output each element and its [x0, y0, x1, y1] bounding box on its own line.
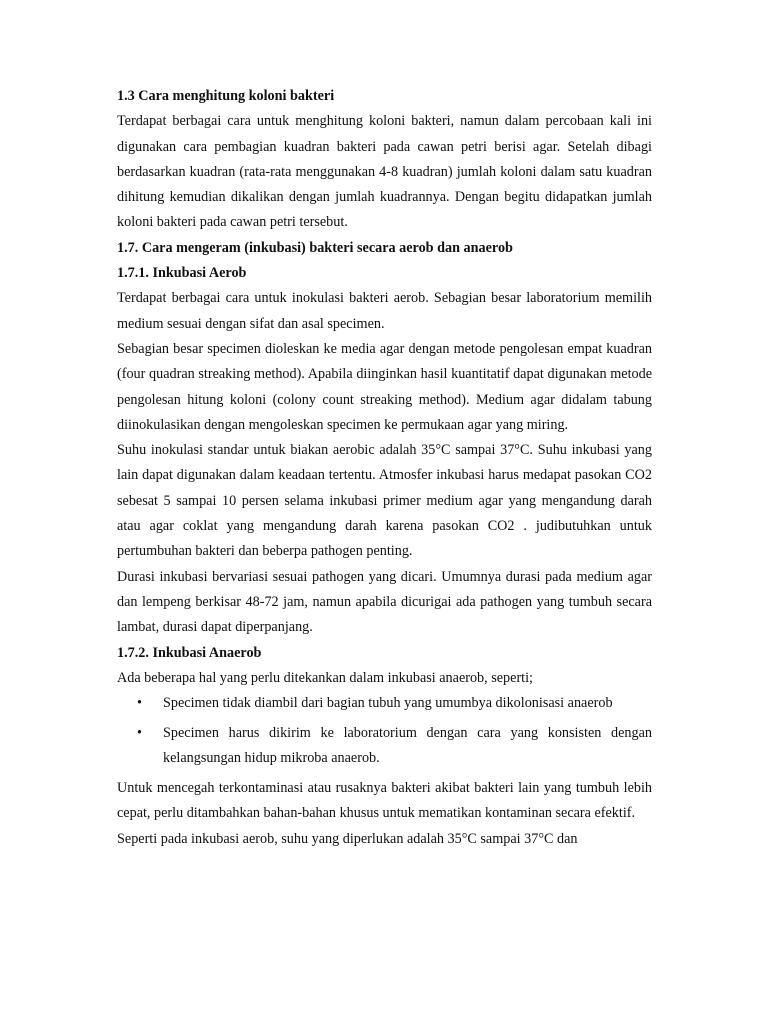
list-item [117, 721, 652, 771]
paragraph-aerob-inoculation: Terdapat berbagai cara untuk inokulasi bakteri aerob. Sebagian besar laboratorium memilih medium sesuai dengan sifat dan asal specimen. [117, 290, 652, 332]
section-heading-1-3: 1.3 Cara menghitung koloni bakteri [117, 88, 335, 104]
section-heading-1-7: 1.7. Cara mengeram (inkubasi) bakteri secara aerob dan anaerob [117, 239, 513, 256]
paragraph-contamination-prevention: Untuk mencegah terkontaminasi atau rusaknya bakteri akibat bakteri lain yang tumbuh lebih cepat, perlu ditambahkan bahan-bahan khusus untuk mematikan kontaminan secara efektif. [117, 780, 652, 822]
paragraph-anaerob-temperature: Seperti pada inkubasi aerob, suhu yang diperlukan adalah 35°C sampai 37°C dan [117, 830, 578, 847]
paragraph-colony-counting: Terdapat berbagai cara untuk menghitung koloni bakteri, namun dalam percobaan kali ini digunakan cara pembagian kuadran bakteri pada cawan petri berisi agar. Setelah dibagi berdasarkan kuadran (rata-rata menggunakan 4-8 kuadran) jumlah koloni dalam satu kuadran dihitung kemudian dikalikan dengan jumlah kuadrannya. Dengan begitu didapatkan jumlah koloni bakteri pada cawan petri tersebut. [117, 113, 652, 231]
list-item-text: Specimen harus dikirim ke laboratorium dengan cara yang konsisten dengan kelangsungan hidup mikroba anaerob. [163, 725, 652, 767]
section-heading-1-7-1: 1.7.1. Inkubasi Aerob [117, 265, 247, 282]
paragraph-incubation-temperature: Suhu inokulasi standar untuk biakan aerobic adalah 35°C sampai 37°C. Suhu inkubasi yang lain dapat digunakan dalam keadaan tertentu. Atmosfer inkubasi harus medapat pasokan CO2 sebesat 5 sampai 10 persen selama inkubasi primer medium agar yang mengandung darah atau agar coklat yang mengandung darah karena pasokan CO2 . judibutuhkan untuk pertumbuhan bakteri dan beberpa pathogen penting. [117, 442, 652, 560]
document-page [117, 84, 652, 852]
bullet-icon: • [137, 695, 142, 712]
paragraph-anaerob-intro: Ada beberapa hal yang perlu ditekankan dalam inkubasi anaerob, seperti; [117, 669, 534, 686]
paragraph-incubation-duration: Durasi inkubasi bervariasi sesuai pathogen yang dicari. Umumnya durasi pada medium agar dan lempeng berkisar 48-72 jam, namun apabila dicurigai ada pathogen yang tumbuh secara lambat, durasi dapat diperpanjang. [117, 568, 652, 636]
section-heading-1-7-2: 1.7.2. Inkubasi Anaerob [117, 644, 262, 661]
list-item-text: Specimen tidak diambil dari bagian tubuh yang umumbya dikolonisasi anaerob [163, 695, 613, 712]
list-item [117, 691, 652, 716]
anaerob-requirements-list [117, 691, 652, 771]
paragraph-streaking-method: Sebagian besar specimen dioleskan ke media agar dengan metode pengolesan empat kuadran (four quadran streaking method). Apabila diinginkan hasil kuantitatif dapat digunakan metode pengolesan hitung koloni (colony count streaking method). Medium agar didalam tabung diinokulasikan dengan mengoleskan specimen ke permukaan agar yang miring. [117, 340, 652, 433]
bullet-icon: • [137, 725, 142, 742]
